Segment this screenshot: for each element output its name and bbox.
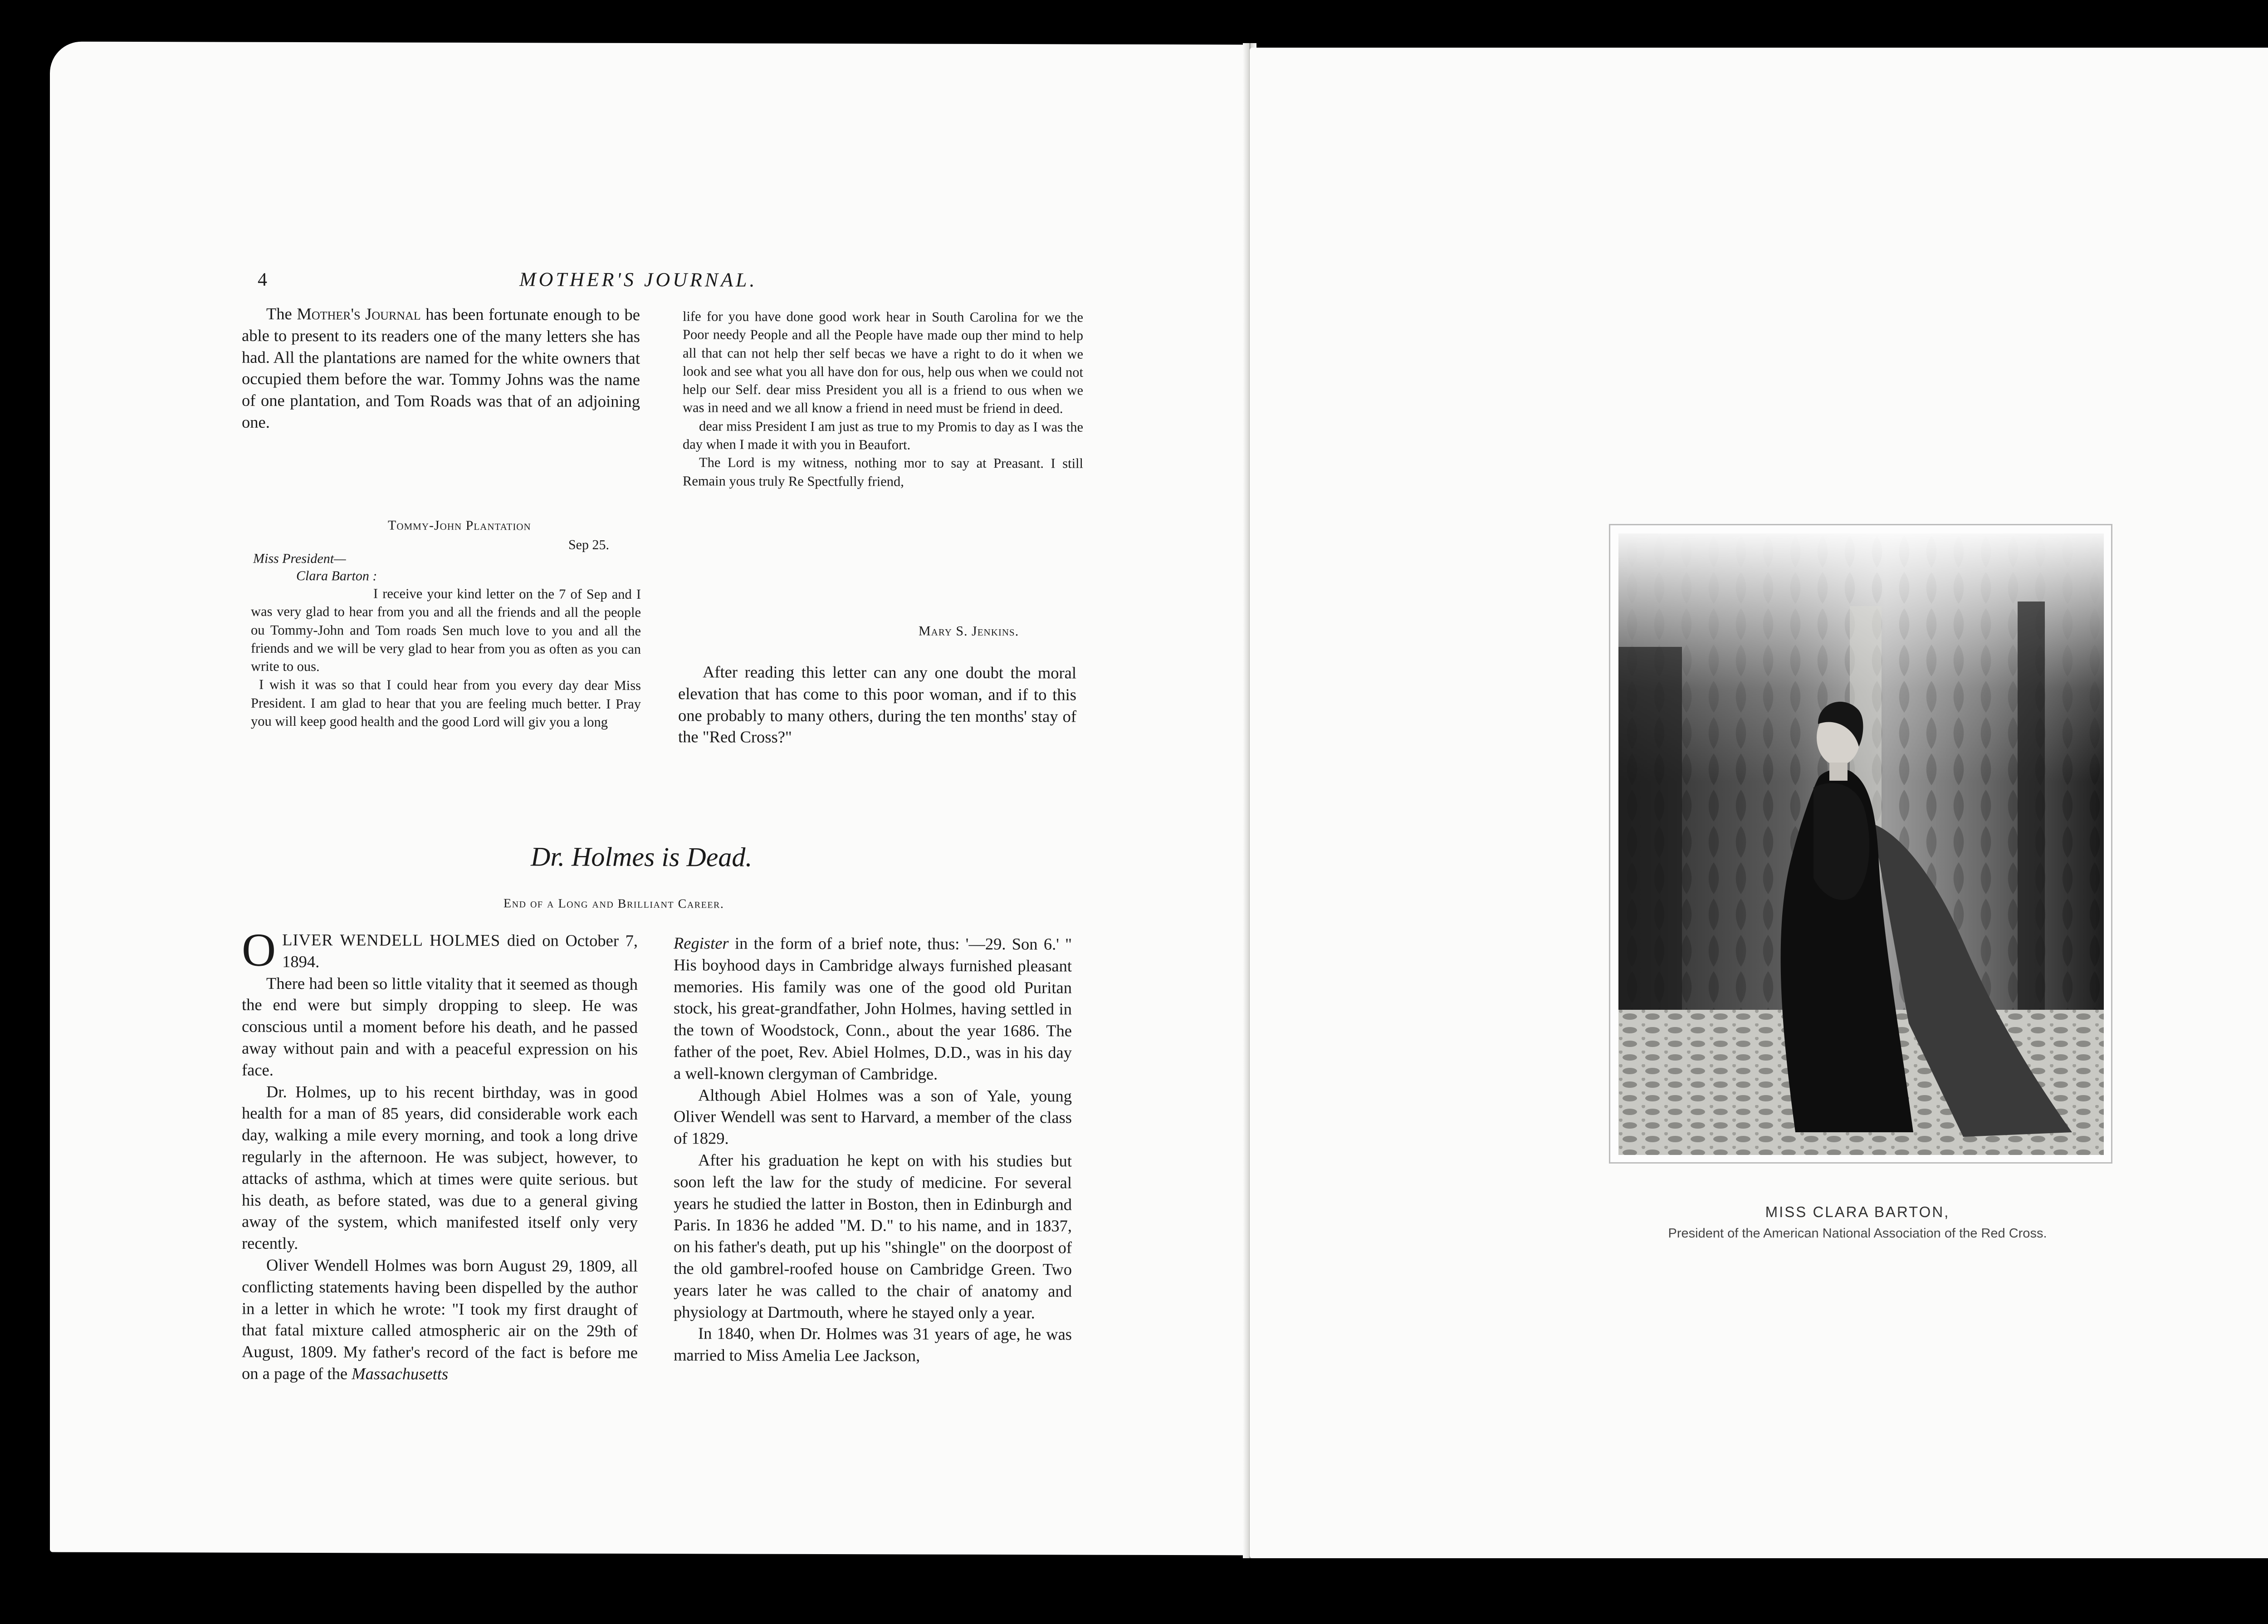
article-paragraph: There had been so little vitality that it seemed as though the end were but simply dropping to sleep. He was conscious until a moment before his death, and he passed away without pain and with a peaceful expression on his face. — [242, 973, 638, 1079]
letter-paragraph: dear miss President I am just as true to my Promis to day as I was the day when I made it with you in Beaufort. — [683, 418, 1083, 453]
article-paragraph: After his graduation he kept on with his studies but soon left the law for the study of medicine. For several years he studied the latter in Boston, then in Edinburgh and Paris. In 1836 he added "M. D." to his name, and in 1837, on his father's death, put up his "shingle" on the doorpost of the old gambrel-roofed house on Cambridge Green. Two years later he was called to the chair of anatomy and physiology at Dartmouth, where he stayed only a year. — [674, 1150, 1072, 1322]
left-page — [50, 42, 1247, 1556]
article-paragraph: OLIVER WENDELL HOLMES died on October 7, 1894. — [242, 924, 638, 976]
article-paragraph: Dr. Holmes, up to his recent birthday, was in good health for a man of 85 years, did considerable work each day, walking a mile every morning, and took a long drive regularly in the afternoon. He was subject, however, to attacks of asthma, which at times were quite serious. but his death, as before stated, was due to a general giving away of the system, which manifested itself only very recently. — [242, 1082, 638, 1253]
intro-column — [242, 303, 640, 434]
letter-salutation: Miss President— — [253, 551, 346, 567]
intro-paragraph: The Mother's Journal has been fortunate enough to be able to present to its readers one of the many letters she has had. All the plantations are named for the white owners that occupied them before the war. Tommy Johns was the name of one plantation, and Tom Roads was that of an adjoining one. — [242, 304, 640, 431]
journal-name: Mother's Journal — [297, 304, 421, 323]
article-column-2 — [674, 932, 1072, 1367]
caption-name: MISS CLARA BARTON, — [1765, 1203, 1950, 1220]
letter-plantation-heading: Tommy-John Plantation — [388, 518, 531, 533]
letter-paragraph: life for you have done good work hear in South Carolina for we the Poor needy People and all the People have made oup ther mind to help all that can not help ther self becas we have a right to do it when we look and see what you all have don for ous, help ous when we could not help our Self. dear miss President you all is a friend to ous when we was in need and we all know a friend in need must be friend in deed. — [683, 308, 1083, 416]
after-letter-column — [678, 661, 1076, 748]
article-paragraph: Although Abiel Holmes was a son of Yale, young Oliver Wendell was sent to Harvard, a member of the class of 1829. — [674, 1085, 1072, 1148]
article-subtitle: End of a Long and Brilliant Career. — [503, 896, 724, 911]
article-column-1 — [242, 924, 638, 1385]
letter-column-2 — [683, 307, 1083, 491]
after-letter-paragraph: After reading this letter can any one doubt the moral elevation that has come to this poor woman, and if to this one probably to many others, during the ten months' stay of the "Red Cross?" — [678, 662, 1076, 747]
letter-column-1 — [251, 584, 641, 732]
letter-salutation-name: Clara Barton : — [296, 568, 377, 584]
article-paragraph: Register in the form of a brief note, thus: '—29. Son 6.' " His boyhood days in Cambridge always furnished pleasant memories. His family was one of the good old Puritan stock, his great-grandfather, John Holmes, having settled in the town of Woodstock, Conn., about the year 1686. The father of the poet, Rev. Abiel Holmes, D.D., was in his day a well-known clergyman of Cambridge. — [674, 934, 1072, 1083]
article-title: Dr. Holmes is Dead. — [531, 841, 753, 872]
letter-date: Sep 25. — [568, 537, 609, 553]
letter-paragraph: The Lord is my witness, nothing mor to say at Preasant. I still Remain yous truly Re Spectfully friend, — [683, 455, 1083, 489]
article-paragraph: In 1840, when Dr. Holmes was 31 years of age, he was married to Miss Amelia Lee Jackson, — [674, 1324, 1072, 1365]
letter-paragraph: I receive your kind letter on the 7 of Sep and I was very glad to hear from you and all the friends and all the people ou Tommy-John and Tom roads Sen much love to you and all the friends and we will be very glad to hear from you as often as you can write to ous. — [251, 586, 641, 675]
drop-cap: O — [242, 924, 276, 976]
article-paragraph: Oliver Wendell Holmes was born August 29, 1809, all conflicting statements having been dispelled by the author in a letter in which he wrote: "I took my first draught of that fatal mixture called atmospheric air on the 29th of August, 1809. My father's record of the fact is before me on a page of the Massachusetts — [242, 1255, 638, 1383]
portrait-photo — [1609, 524, 2112, 1164]
portrait-image — [1618, 533, 2104, 1155]
right-page — [1250, 48, 2268, 1558]
letter-signature: Mary S. Jenkins. — [919, 623, 1019, 639]
page-number: 4 — [258, 269, 267, 290]
running-head: MOTHER'S JOURNAL. — [519, 268, 758, 291]
caption-title: President of the American National Association of the Red Cross. — [1668, 1226, 2047, 1241]
letter-paragraph: I wish it was so that I could hear from you every day dear Miss President. I am glad to hear that you are feeling much better. I Pray you will keep good health and the good Lord will giv you a long — [251, 677, 641, 730]
